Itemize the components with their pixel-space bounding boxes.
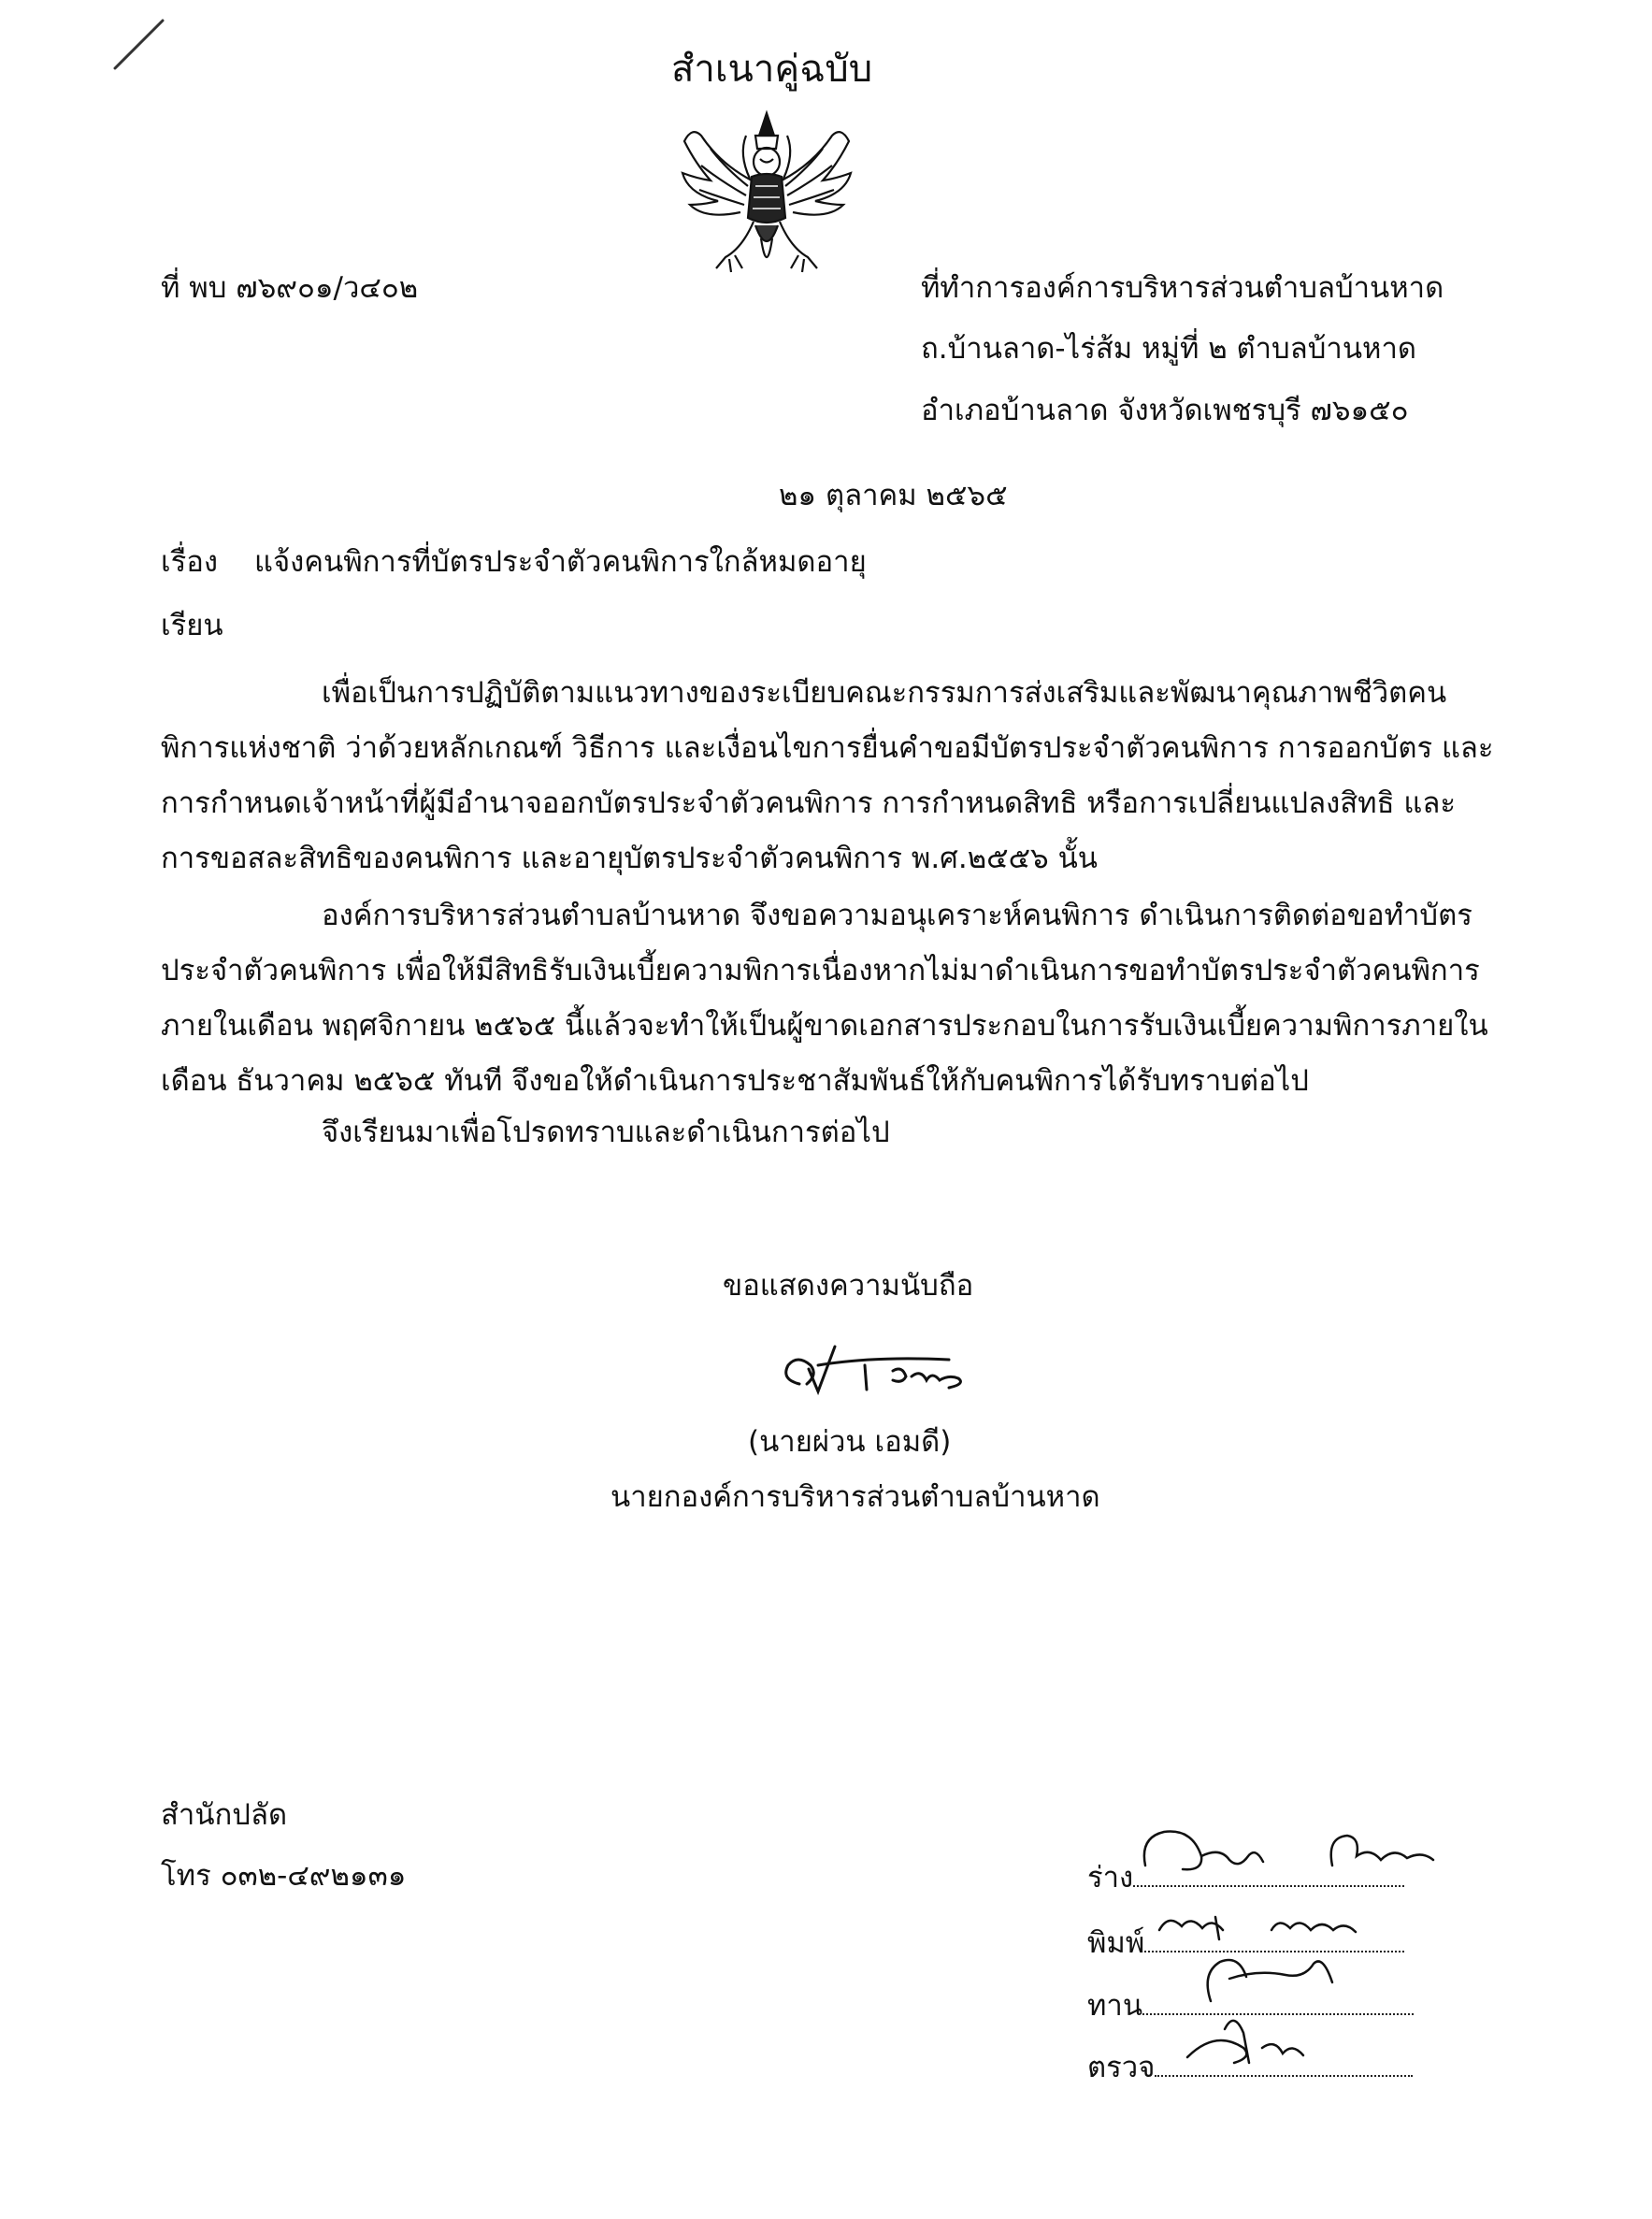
subject-text: แจ้งคนพิการที่บัตรประจำตัวคนพิการใกล้หมดอายุ — [254, 545, 867, 579]
copy-stamp: สำเนาคู่ฉบับ — [671, 48, 873, 91]
approval-label: ทาน — [1087, 1989, 1143, 2023]
paragraph-line: ภายในเดือน พฤศจิกายน ๒๕๖๕ นี้แล้วจะทำให้เป็นผู้ขาดเอกสารประกอบในการรับเงินเบี้ยความพิการภายใน — [161, 1009, 1488, 1043]
paragraph-line: เพื่อเป็นการปฏิบัติตามแนวทางของระเบียบคณะกรรมการส่งเสริมและพัฒนาคุณภาพชีวิตคน — [322, 676, 1447, 710]
department-name: สำนักปลัด — [161, 1798, 288, 1832]
reference-number: ที่ พบ ๗๖๙๐๑/ว๔๐๒ — [161, 271, 419, 305]
signature-closing: ขอแสดงความนับถือ — [723, 1269, 974, 1303]
signatory-name: (นายผ่วน เอมดี) — [748, 1425, 952, 1459]
approval-dotted-line — [1133, 1885, 1404, 1887]
paragraph-line: พิการแห่งชาติ ว่าด้วยหลักเกณฑ์ วิธีการ และเงื่อนไขการยื่นคำขอมีบัตรประจำตัวคนพิการ การออกบัตร และ — [161, 731, 1494, 765]
department-phone: โทร ๐๓๒-๔๙๒๑๓๑ — [161, 1859, 407, 1893]
salutation: เรียน — [161, 609, 223, 642]
paragraph-line: องค์การบริหารส่วนตำบลบ้านหาด จึงขอความอนุเคราะห์คนพิการ ดำเนินการติดต่อขอทำบัตร — [322, 899, 1472, 932]
body-paragraph-2 — [161, 888, 1488, 1109]
body-paragraph-1 — [161, 666, 1494, 886]
proofread-initials-icon — [1192, 1936, 1360, 2010]
paragraph-line: การขอสละสิทธิของคนพิการ และอายุบัตรประจำตัวคนพิการ พ.ศ.๒๕๕๖ นั้น — [161, 842, 1098, 875]
approval-label: ร่าง — [1087, 1861, 1134, 1895]
draft-initials-icon — [1136, 1819, 1454, 1884]
garuda-emblem-icon — [673, 108, 860, 285]
sender-address-line2: ถ.บ้านลาด-ไร่ส้ม หมู่ที่ ๒ ตำบลบ้านหาด — [921, 332, 1416, 366]
closing-paragraph: จึงเรียนมาเพื่อโปรดทราบและดำเนินการต่อไป — [322, 1116, 890, 1149]
approval-label: ตรวจ — [1087, 2051, 1156, 2084]
pen-mark-icon — [110, 17, 166, 73]
approval-label: พิมพ์ — [1087, 1926, 1145, 1960]
paragraph-line: ประจำตัวคนพิการ เพื่อให้มีสิทธิรับเงินเบี้ยความพิการเนื่องหากไม่มาดำเนินการขอทำบัตรประจำตัวคนพิการ — [161, 954, 1480, 987]
sender-address-line1: ที่ทำการองค์การบริหารส่วนตำบลบ้านหาด — [921, 271, 1444, 305]
paragraph-line: เดือน ธันวาคม ๒๕๖๕ ทันที จึงขอให้ดำเนินการประชาสัมพันธ์ให้กับคนพิการได้รับทราบต่อไป — [161, 1064, 1309, 1098]
sender-address-line3: อำเภอบ้านลาด จังหวัดเพชรบุรี ๗๖๑๕๐ — [921, 394, 1409, 427]
subject-label: เรื่อง — [161, 545, 219, 579]
checked-initials-icon — [1178, 2001, 1328, 2076]
letter-date: ๒๑ ตุลาคม ๒๕๖๕ — [779, 479, 1008, 512]
paragraph-line: การกำหนดเจ้าหน้าที่ผู้มีอำนาจออกบัตรประจำตัวคนพิการ การกำหนดสิทธิ หรือการเปลี่ยนแปลงสิทธิ และ — [161, 786, 1456, 820]
signatory-position: นายกองค์การบริหารส่วนตำบลบ้านหาด — [611, 1480, 1100, 1514]
signature-icon — [762, 1328, 986, 1403]
